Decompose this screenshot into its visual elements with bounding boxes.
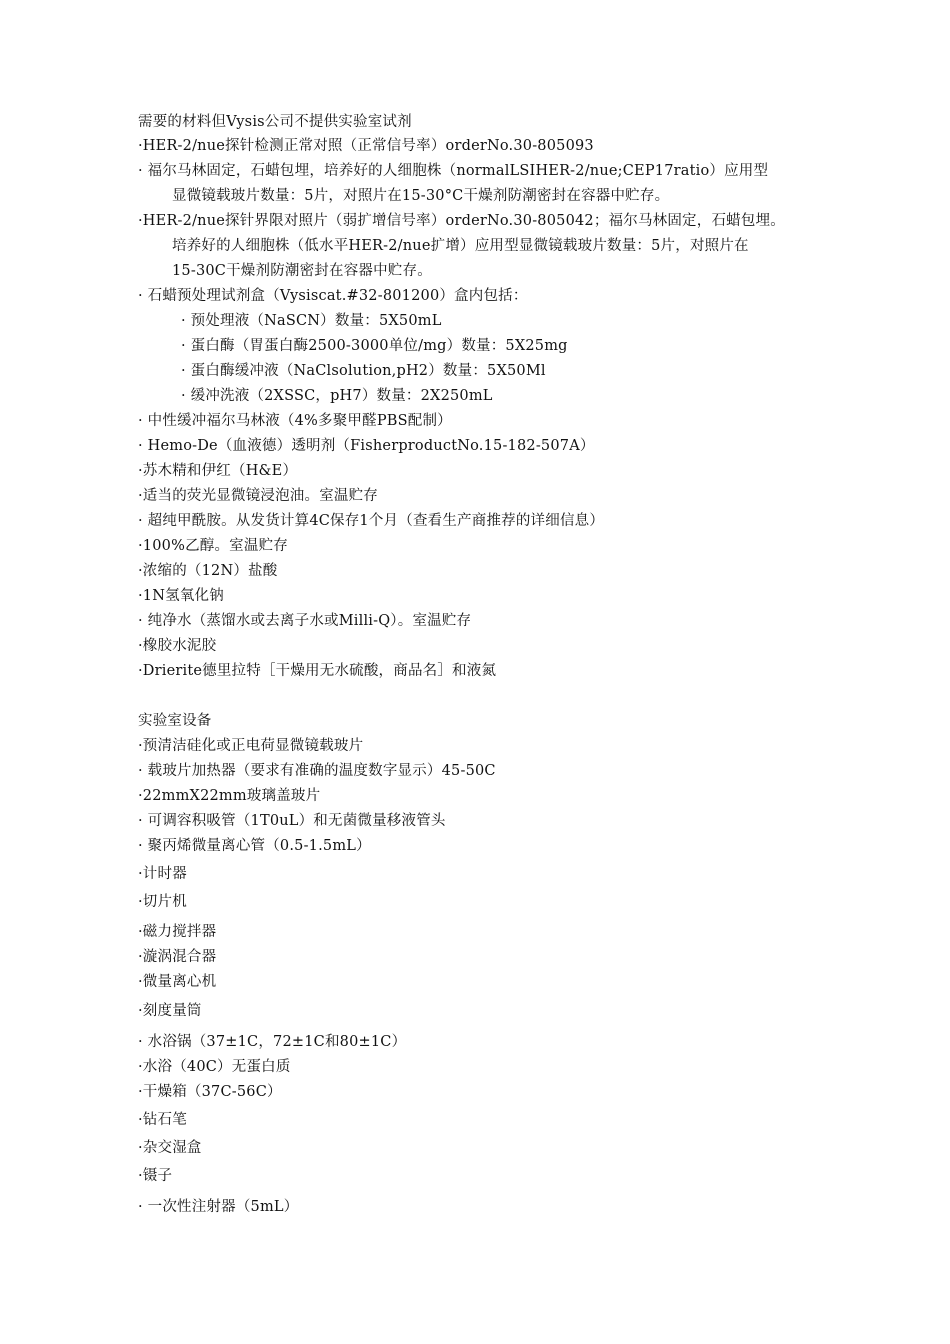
sub-list-item: · 蛋白酶缓冲液（NaClsolution,pH2）数量：5X50Ml bbox=[181, 363, 546, 379]
list-item: · 聚丙烯微量离心管（0.5-1.5mL） bbox=[138, 838, 371, 854]
list-item: ·橡胶水泥胶 bbox=[138, 638, 217, 654]
list-item: ·切片机 bbox=[138, 894, 187, 910]
list-item: · 石蜡预处理试剂盒（Vysiscat.#32-801200）盒内包括： bbox=[138, 288, 528, 304]
list-item: · 水浴锅（37±1C，72±1C和80±1C） bbox=[138, 1034, 407, 1050]
list-item-continuation: 15-30C干燥剂防潮密封在容器中贮存。 bbox=[172, 263, 432, 279]
list-item: ·100%乙醇。室温贮存 bbox=[138, 538, 288, 554]
list-item: · 一次性注射器（5mL） bbox=[138, 1199, 299, 1215]
list-item: ·22mmX22mm玻璃盖玻片 bbox=[138, 788, 321, 804]
list-item: ·干燥箱（37C-56C） bbox=[138, 1084, 282, 1100]
list-item: ·浓缩的（12N）盐酸 bbox=[138, 563, 278, 579]
list-item: ·苏木精和伊红（H&E） bbox=[138, 463, 298, 479]
list-item: ·HER-2/nue探针检测正常对照（正常信号率）orderNo.30-805093 bbox=[138, 138, 594, 154]
section-heading-materials: 需要的材料但Vysis公司不提供实验室试剂 bbox=[138, 114, 412, 130]
sub-list-item: · 预处理液（NaSCN）数量：5X50mL bbox=[181, 313, 442, 329]
list-item: ·HER-2/nue探针界限对照片（弱扩增信号率）orderNo.30-805042；福尔马林固定，石蜡包埋。 bbox=[138, 213, 785, 229]
list-item: · 福尔马林固定，石蜡包埋，培养好的人细胞株（normalLSIHER-2/nue;CEP17ratio）应用型 bbox=[138, 163, 769, 179]
list-item: · 中性缓冲福尔马林液（4%多聚甲醛PBS配制） bbox=[138, 413, 452, 429]
sub-list-item: · 缓冲洗液（2XSSC，pH7）数量：2X250mL bbox=[181, 388, 493, 404]
list-item: ·磁力搅拌器 bbox=[138, 924, 217, 940]
list-item: · 可调容积吸管（1T0uL）和无菌微量移液管头 bbox=[138, 813, 446, 829]
list-item: ·微量离心机 bbox=[138, 974, 217, 990]
list-item-continuation: 培养好的人细胞株（低水平HER-2/nue扩增）应用型显微镜载玻片数量：5片，对照片在 bbox=[172, 238, 749, 254]
list-item-continuation: 显微镜载玻片数量：5片，对照片在15-30°C干燥剂防潮密封在容器中贮存。 bbox=[172, 188, 670, 204]
list-item: ·镊子 bbox=[138, 1168, 173, 1184]
list-item: ·漩涡混合器 bbox=[138, 949, 217, 965]
list-item: ·钻石笔 bbox=[138, 1112, 187, 1128]
list-item: ·杂交湿盒 bbox=[138, 1140, 202, 1156]
list-item: ·计时器 bbox=[138, 866, 187, 882]
list-item: ·Drierite德里拉特［干燥用无水硫酸，商品名］和液氮 bbox=[138, 663, 497, 679]
list-item: · Hemo-De（血液德）透明剂（FisherproductNo.15-182-507A） bbox=[138, 438, 595, 454]
list-item: ·刻度量筒 bbox=[138, 1003, 202, 1019]
list-item: ·水浴（40C）无蛋白质 bbox=[138, 1059, 291, 1075]
section-heading-equipment: 实验室设备 bbox=[138, 713, 212, 729]
list-item: ·适当的荧光显微镜浸泡油。室温贮存 bbox=[138, 488, 379, 504]
list-item: · 超纯甲酰胺。从发货计算4C保存1个月（查看生产商推荐的详细信息） bbox=[138, 513, 605, 529]
list-item: ·预清洁硅化或正电荷显微镜载玻片 bbox=[138, 738, 364, 754]
list-item: · 载玻片加热器（要求有准确的温度数字显示）45-50C bbox=[138, 763, 496, 779]
list-item: · 纯净水（蒸馏水或去离子水或Milli-Q）。室温贮存 bbox=[138, 613, 472, 629]
sub-list-item: · 蛋白酶（胃蛋白酶2500-3000单位/mg）数量：5X25mg bbox=[181, 338, 568, 354]
list-item: ·1N氢氧化钠 bbox=[138, 588, 224, 604]
